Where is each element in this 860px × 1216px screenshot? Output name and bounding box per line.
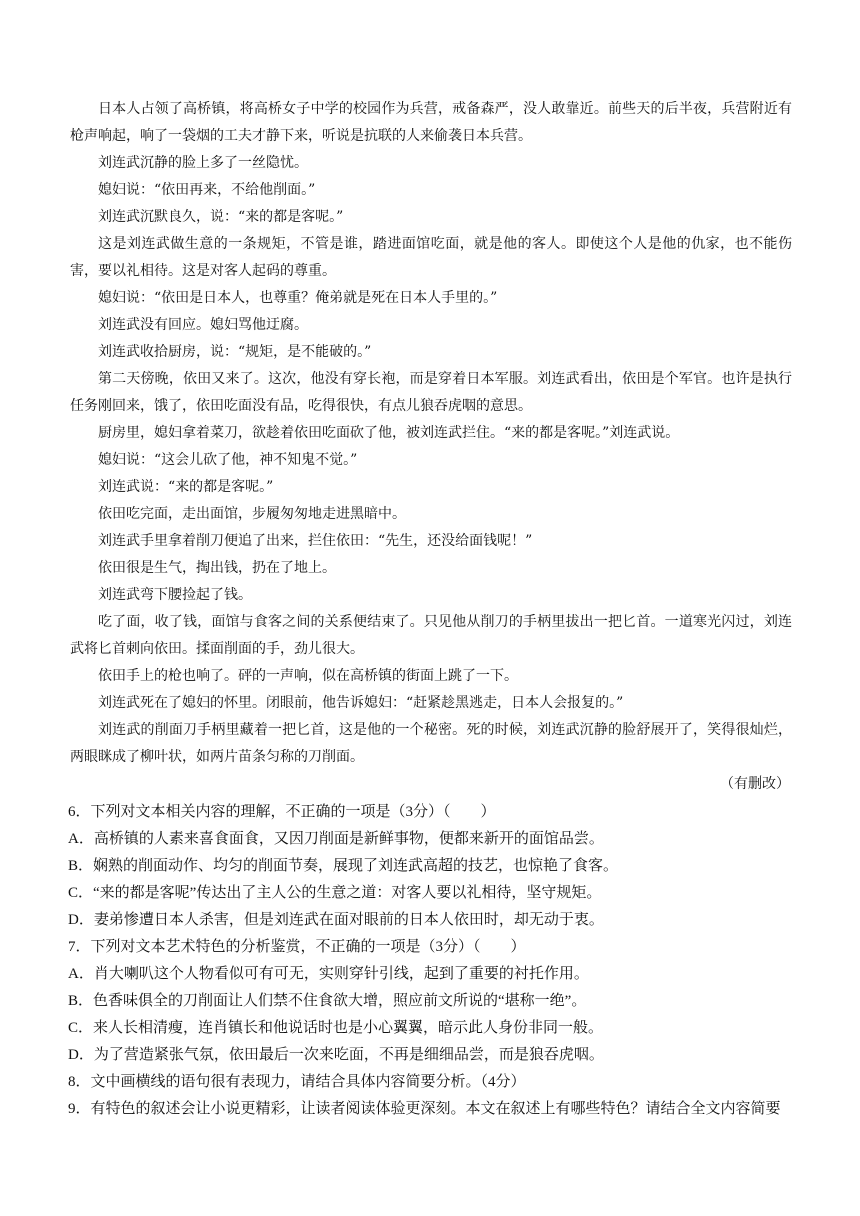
question-7-option-d: D．为了营造紧张气氛，依田最后一次来吃面，不再是细细品尝，而是狼吞虎咽。 — [68, 1047, 604, 1063]
question-list — [68, 799, 792, 1123]
story-paragraph: 刘连武弯下腰捡起了钱。 — [98, 587, 252, 603]
question-8: 8．文中画横线的语句很有表现力，请结合具体内容简要分析。（4分） — [68, 1074, 526, 1090]
story-paragraph: 媳妇说：“依田是日本人，也尊重？俺弟就是死在日本人手里的。” — [98, 290, 498, 306]
question-7-option-a: A．肖大喇叭这个人物看似可有可无，实则穿针引线，起到了重要的衬托作用。 — [68, 966, 589, 982]
story-paragraph: 这是刘连武做生意的一条规矩，不管是谁，踏进面馆吃面，就是他的客人。即使这个人是他的仇家，也不能伤害，要以礼相待。这是对客人起码的尊重。 — [70, 236, 792, 279]
story-paragraph: 刘连武死在了媳妇的怀里。闭眼前，他告诉媳妇：“赶紧趁黑逃走，日本人会报复的。” — [98, 695, 624, 711]
story-paragraph: 刘连武沉静的脸上多了一丝隐忧。 — [98, 155, 308, 171]
story-paragraph: 日本人占领了高桥镇，将高桥女子中学的校园作为兵营，戒备森严，没人敢靠近。前些天的后半夜，兵营附近有枪声响起，响了一袋烟的工夫才静下来，听说是抗联的人来偷袭日本兵营。 — [70, 101, 792, 144]
story-text — [70, 96, 792, 798]
question-9: 9．有特色的叙述会让小说更精彩，让读者阅读体验更深刻。本文在叙述上有哪些特色？请结合全文内容简要 — [68, 1101, 781, 1117]
story-paragraph: 第二天傍晚，依田又来了。这次，他没有穿长袍，而是穿着日本军服。刘连武看出，依田是个军官。也许是执行任务刚回来，饿了，依田吃面没有品，吃得很快，有点儿狼吞虎咽的意思。 — [70, 371, 792, 414]
story-paragraph: 刘连武的削面刀手柄里藏着一把匕首，这是他的一个秘密。死的时候，刘连武沉静的脸舒展开了，笑得很灿烂，两眼眯成了柳叶状，如两片苗条匀称的刀削面。 — [70, 722, 792, 765]
story-paragraph: 媳妇说：“依田再来，不给他削面。” — [98, 182, 316, 198]
story-paragraph: 吃了面，收了钱，面馆与食客之间的关系便结束了。只见他从削刀的手柄里拔出一把匕首。一道寒光闪过，刘连武将匕首刺向依田。揉面削面的手，劲儿很大。 — [70, 614, 792, 657]
source-credit: （有删改） — [720, 776, 790, 792]
story-paragraph: 刘连武沉默良久，说：“来的都是客呢。” — [98, 209, 344, 225]
story-paragraph: 依田手上的枪也响了。砰的一声响，似在高桥镇的街面上跳了一下。 — [98, 668, 518, 684]
story-paragraph: 刘连武没有回应。媳妇骂他迂腐。 — [98, 317, 308, 333]
question-7-option-c: C．来人长相清瘦，连肖镇长和他说话时也是小心翼翼，暗示此人身份非同一般。 — [68, 1020, 604, 1036]
story-paragraph: 依田很是生气，掏出钱，扔在了地上。 — [98, 560, 336, 576]
question-6-option-b: B．娴熟的削面动作、均匀的削面节奏，展现了刘连武高超的技艺，也惊艳了食客。 — [68, 858, 619, 874]
story-paragraph: 刘连武收拾厨房，说：“规矩，是不能破的。” — [98, 344, 372, 360]
question-7-stem: 7．下列对文本艺术特色的分析鉴赏，不正确的一项是（3分）（ ） — [68, 939, 526, 955]
question-6-option-a: A．高桥镇的人素来喜食面食，又因刀削面是新鲜事物，便都来新开的面馆品尝。 — [68, 831, 604, 847]
story-paragraph: 厨房里，媳妇拿着菜刀，欲趁着依田吃面砍了他，被刘连武拦住。“来的都是客呢。”刘连武说。 — [98, 425, 680, 441]
story-paragraph: 刘连武说：“来的都是客呢。” — [98, 479, 274, 495]
story-paragraph: 刘连武手里拿着削刀便追了出来，拦住依田：“先生，还没给面钱呢！” — [98, 533, 533, 549]
question-7-option-b: B．色香味俱全的刀削面让人们禁不住食欲大增，照应前文所说的“堪称一绝”。 — [68, 993, 587, 1009]
story-paragraph: 媳妇说：“这会儿砍了他，神不知鬼不觉。” — [98, 452, 358, 468]
story-paragraph: 依田吃完面，走出面馆，步履匆匆地走进黑暗中。 — [98, 506, 406, 522]
question-6-option-d: D．妻弟惨遭日本人杀害，但是刘连武在面对眼前的日本人依田时，却无动于衷。 — [68, 912, 604, 928]
question-6-stem: 6．下列对文本相关内容的理解，不正确的一项是（3分）（ ） — [68, 804, 496, 820]
question-6-option-c: C．“来的都是客呢”传达出了主人公的生意之道：对客人要以礼相待，坚守规矩。 — [68, 885, 602, 901]
